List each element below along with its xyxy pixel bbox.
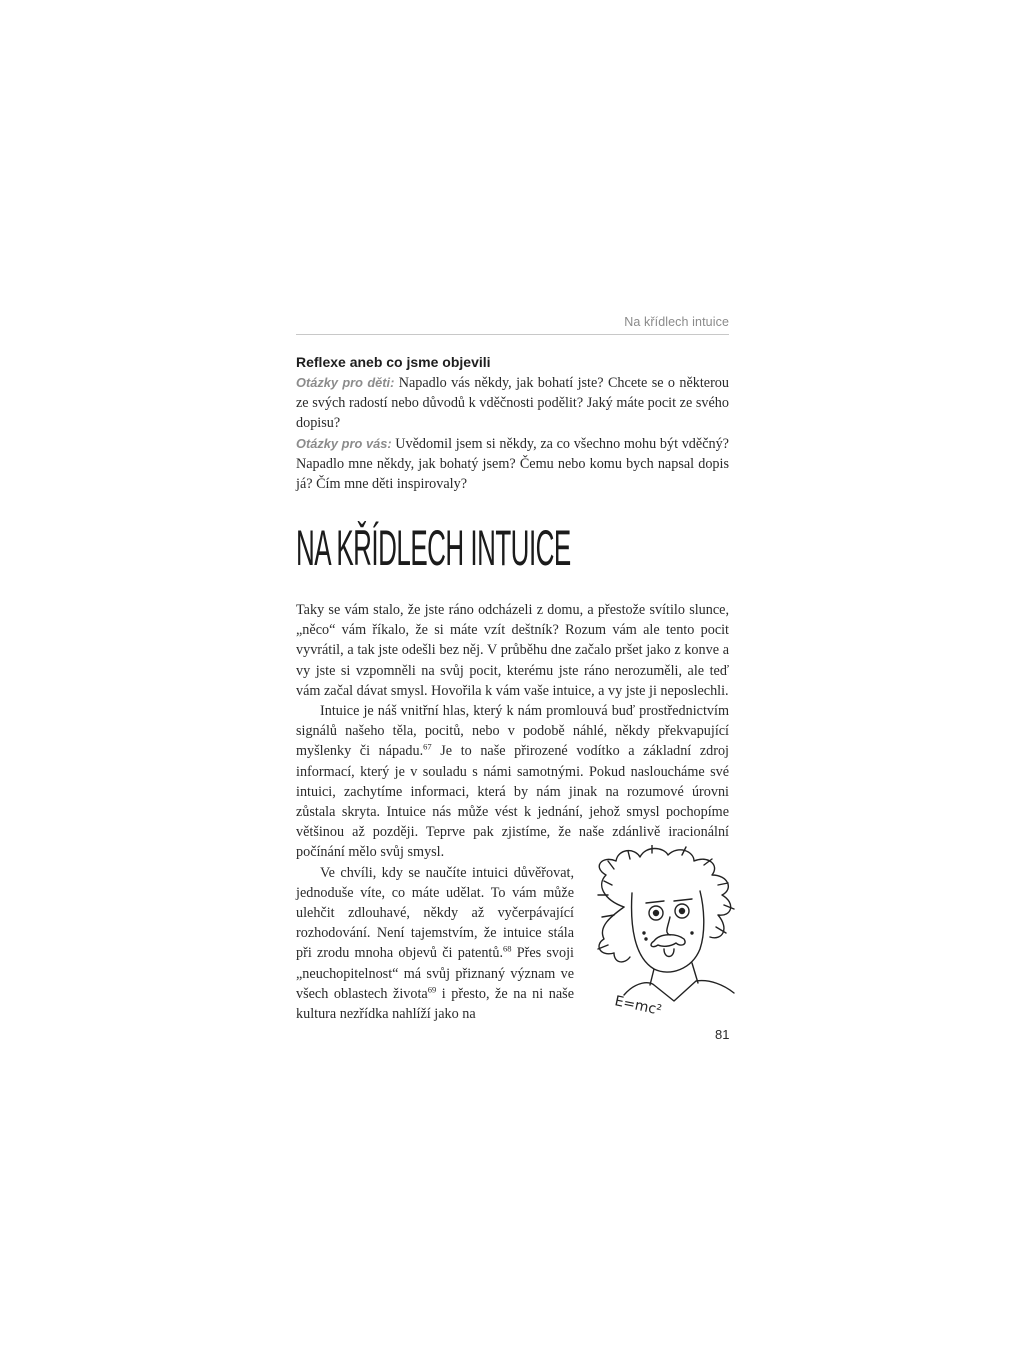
kids-questions-text: Napadlo vás někdy, jak bohatí jste? Chcete se o některou ze svých radostí nebo důvodů k vděčnosti podělit? Jaký máte pocit ze svého dopisu? <box>296 375 729 432</box>
paragraph-3-text-b: Přes svoji „neuchopitelnost“ má svůj přiznaný význam ve všech oblastech života <box>296 945 574 1002</box>
adults-questions-text: Uvědomil jsem si někdy, za co všechno mohu být vděčný? Napadlo mne někdy, jak bohatý jsem? Čemu nebo komu bych napsal dopis já? Čím mne děti inspirovaly? <box>296 435 729 493</box>
reflection-body <box>296 373 729 494</box>
paragraph-2-text-a: Intuice je náš vnitřní hlas, který k nám promlouvá buď prostřednictvím signálů našeho těla, pocitů, nebo v podobě náhlé, někdy překvapující myšlenky či nápadu. <box>296 703 729 760</box>
paragraph-3-text-a: Ve chvíli, kdy se naučíte intuici důvěřovat, jednoduše víte, co máte udělat. To vám může ulehčit zdlouhavé, někdy až vyčerpávající rozhodování. Není tajemstvím, že intuice stála při zrodu mnoha objevů či patentů. <box>296 864 574 962</box>
running-header: Na křídlech intuice <box>624 315 729 329</box>
adults-questions-label: Otázky pro vás: <box>296 435 392 451</box>
header-rule <box>296 334 729 335</box>
kids-questions-label: Otázky pro děti: <box>296 375 395 390</box>
reflection-title: Reflexe aneb co jsme objevili <box>296 354 491 370</box>
paragraph-2 <box>296 701 729 863</box>
kids-questions <box>296 373 729 434</box>
formula-text: E=mc² <box>613 993 663 1019</box>
paragraph-2-text-b: Je to naše přirozené vodítko a základní zdroj informací, který je v souladu s námi samotnými. Pokud nasloucháme své intuici, zachytíme informaci, která by nám jinak na rozumové úrovni zůstala skryta. Intuice nás může vést k jednání, jehož smysl pochopíme většinou až později. Teprve pak zjistíme, že naše zdánlivě iracionální počínání mělo svůj smysl. <box>296 743 730 861</box>
einstein-sketch-icon <box>584 845 750 1021</box>
paragraph-3-text-c: i přesto, že na ni naše kultura nezřídka nahlíží jako na <box>296 985 574 1023</box>
book-page <box>296 0 729 1365</box>
paragraph-1: Taky se vám stalo, že jste ráno odcházeli z domu, a přestože svítilo slunce, „něco“ vám říkalo, že si máte vzít deštník? Rozum vám ale tento pocit vyvrátil, a tak jste odešli bez něj. V průběhu dne začalo pršet jako z konve a vy jste si vzpomněli na svůj pocit, kterému jste ráno nerozuměli, ale teď vám začal dávat smysl. Hovořila k vám vaše intuice, a vy jste ji neposlechli. <box>296 602 729 699</box>
footnote-68: 68 <box>503 943 512 954</box>
chapter-title: NA KŘÍDLECH INTUICE <box>296 520 571 576</box>
adults-questions <box>296 434 729 495</box>
footnote-69: 69 <box>427 984 437 995</box>
paragraph-3 <box>296 863 574 1025</box>
page-number: 81 <box>715 1027 730 1042</box>
footnote-67: 67 <box>423 741 432 752</box>
